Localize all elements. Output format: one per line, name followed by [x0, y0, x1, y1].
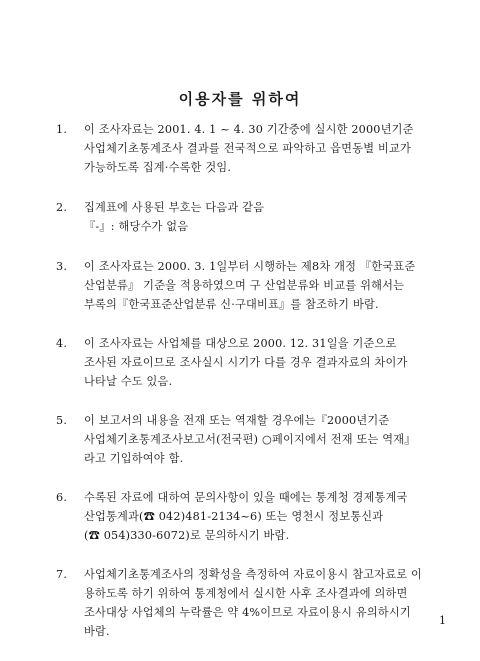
item-number: 1. — [56, 123, 68, 136]
item-line: 사업체기초통계조사의 정확성을 측정하여 자료이용시 참고자료로 이 — [84, 568, 422, 581]
item-line: 이 조사자료는 사업체를 대상으로 2000. 12. 31일을 기준으로 — [84, 337, 397, 350]
item-body — [84, 334, 436, 391]
notice-item-2 — [56, 198, 436, 236]
item-body — [84, 565, 436, 641]
item-line: 라고 기입하여야 함. — [84, 452, 184, 465]
notice-item-5 — [56, 411, 436, 468]
item-line: 산업분류』 기준을 적용하였으며 구 산업분류와 비교를 위해서는 — [84, 279, 405, 292]
item-body — [84, 411, 436, 468]
item-line: 이 보고서의 내용을 전재 또는 역재할 경우에는『2000년기준 — [84, 414, 390, 427]
item-line: 사업체기초통계조사보고서(전국편) ○페이지에서 전재 또는 역재』 — [84, 433, 416, 446]
item-line: 부록의『한국표준산업분류 신·구대비표』를 참조하기 바람. — [84, 298, 379, 311]
item-line: 용하도록 하기 위하여 통계청에서 실시한 사후 조사결과에 의하면 — [84, 587, 408, 600]
item-line: 조사대상 사업체의 누락률은 약 4%이므로 자료이용시 유의하시기 — [84, 606, 411, 619]
item-body — [84, 488, 436, 545]
notice-item-4 — [56, 334, 436, 391]
item-number: 3. — [56, 260, 68, 273]
item-line: 사업체기초통계조사 결과를 전국적으로 파악하고 읍면동별 비교가 — [84, 142, 411, 155]
item-line: 가능하도록 집계·수록한 것임. — [84, 161, 232, 174]
item-body — [84, 120, 436, 177]
notice-item-1 — [56, 120, 436, 177]
item-number: 5. — [56, 414, 68, 427]
item-line: 『-』: 해당수가 없음 — [84, 220, 189, 233]
item-line: 이 조사자료는 2001. 4. 1 ~ 4. 30 기간중에 실시한 2000년기준 — [84, 123, 414, 136]
item-line: 바람. — [84, 625, 110, 638]
item-number: 7. — [56, 568, 68, 581]
notice-item-7 — [56, 565, 436, 641]
item-body — [84, 198, 436, 236]
item-line: 수록된 자료에 대하여 문의사항이 있을 때에는 통계청 경제통계국 — [84, 491, 408, 504]
item-line: 산업통계과(☎ 042)481-2134~6) 또는 영천시 정보통신과 — [84, 510, 384, 523]
notice-list — [56, 120, 436, 661]
item-number: 4. — [56, 337, 68, 350]
item-line: 이 조사자료는 2000. 3. 1일부터 시행하는 제8차 개정 『한국표준 — [84, 260, 416, 273]
item-line: (☎ 054)330-6072)로 문의하시기 바람. — [84, 529, 290, 542]
notice-item-6 — [56, 488, 436, 545]
page-number: 1 — [439, 614, 446, 627]
item-line: 집계표에 사용된 부호는 다음과 같음 — [84, 201, 265, 214]
item-number: 6. — [56, 491, 68, 504]
notice-item-3 — [56, 257, 436, 314]
page-title: 이용자를 위하여 — [178, 90, 302, 108]
item-body — [84, 257, 436, 314]
item-number: 2. — [56, 201, 68, 214]
item-line: 나타날 수도 있음. — [84, 375, 173, 388]
item-line: 조사된 자료이므로 조사실시 시기가 다를 경우 결과자료의 차이가 — [84, 356, 408, 369]
